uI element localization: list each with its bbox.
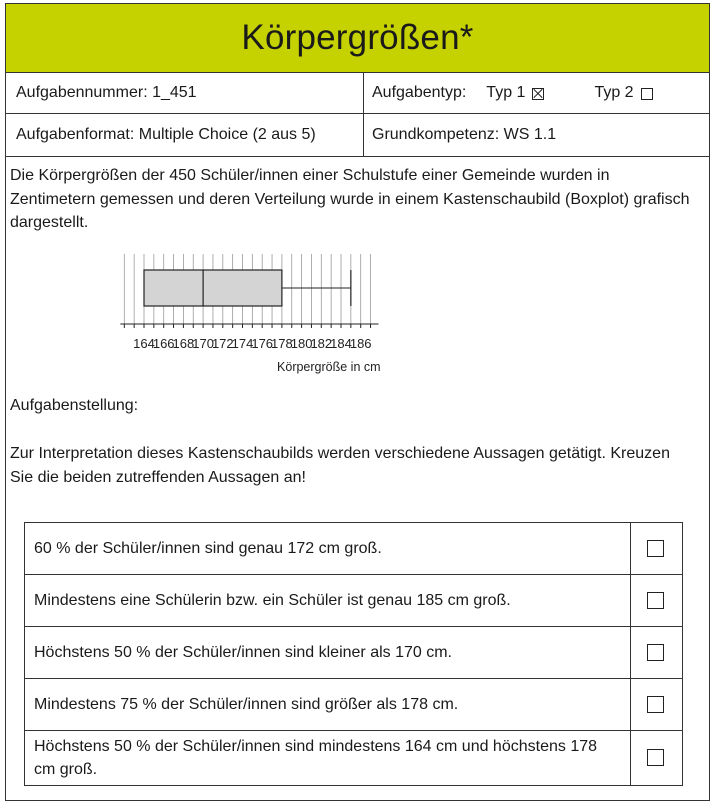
typ1-label: Typ 1: [486, 83, 526, 101]
aufgabennummer: Aufgabennummer: 1_451: [6, 72, 364, 113]
x-tick-label: 170: [192, 336, 214, 351]
x-axis-label: Körpergröße in cm: [277, 360, 381, 374]
title-bar: [6, 4, 709, 73]
typ2-checkbox: [641, 88, 653, 100]
option-row: [25, 679, 682, 731]
option-row: [25, 731, 682, 785]
x-tick-label: 182: [310, 336, 333, 351]
option-text: Mindestens eine Schülerin bzw. ein Schüler ist genau 185 cm groß.: [25, 575, 631, 626]
page-title: Körpergrößen*: [241, 18, 474, 57]
aufgabentyp-label: Aufgabentyp:: [372, 83, 467, 101]
option-checkbox[interactable]: [647, 696, 664, 713]
meta-row-1: [6, 72, 709, 114]
x-axis-tick-labels: [133, 336, 371, 351]
intro-text: Die Körpergrößen der 450 Schüler/innen einer Schulstufe einer Gemeinde wurden in Zentimetern gemessen und deren Verteilung wurde in einem Kastenschaubild (Boxplot) grafisch dargestellt.: [10, 167, 690, 231]
typ1-checkbox: [532, 88, 544, 100]
task-heading: Aufgabenstellung:: [10, 397, 139, 414]
option-checkbox[interactable]: [647, 749, 664, 766]
option-checkbox[interactable]: [647, 592, 664, 609]
x-tick-label: 186: [349, 336, 372, 351]
x-tick-label: 172: [211, 336, 234, 351]
x-tick-label: 184: [330, 336, 352, 351]
x-tick-label: 180: [290, 336, 313, 351]
x-tick-label: 176: [251, 336, 274, 351]
option-checkbox[interactable]: [647, 644, 664, 661]
x-tick-label: 174: [231, 336, 254, 351]
boxplot-chart: [100, 248, 610, 383]
typ2-label: Typ 2: [594, 83, 634, 101]
x-tick-label: 178: [271, 336, 293, 351]
option-row: [25, 627, 682, 679]
meta-row-2: [6, 114, 709, 157]
option-row: [25, 575, 682, 627]
aufgabentyp: [364, 72, 709, 113]
task-instruction: Zur Interpretation dieses Kastenschaubilds werden verschiedene Aussagen getätigt. Kreuzen Sie die beiden zutreffenden Aussagen an!: [10, 445, 670, 486]
box-q1-q3: [144, 270, 282, 306]
option-text: 60 % der Schüler/innen sind genau 172 cm groß.: [25, 523, 631, 574]
option-row: [25, 523, 682, 575]
aufgabenformat: Aufgabenformat: Multiple Choice (2 aus 5): [6, 114, 364, 156]
x-tick-label: 168: [172, 336, 195, 351]
x-tick-label: 166: [152, 336, 175, 351]
option-text: Höchstens 50 % der Schüler/innen sind mindestens 164 cm und höchstens 178 cm groß.: [25, 731, 631, 785]
x-axis-ticks: [124, 324, 370, 328]
x-tick-label: 164: [133, 336, 155, 351]
grundkompetenz: Grundkompetenz: WS 1.1: [372, 126, 557, 143]
option-text: Mindestens 75 % der Schüler/innen sind größer als 178 cm.: [25, 679, 631, 730]
option-checkbox[interactable]: [647, 540, 664, 557]
options-table: [24, 522, 683, 786]
option-text: Höchstens 50 % der Schüler/innen sind kleiner als 170 cm.: [25, 627, 631, 678]
